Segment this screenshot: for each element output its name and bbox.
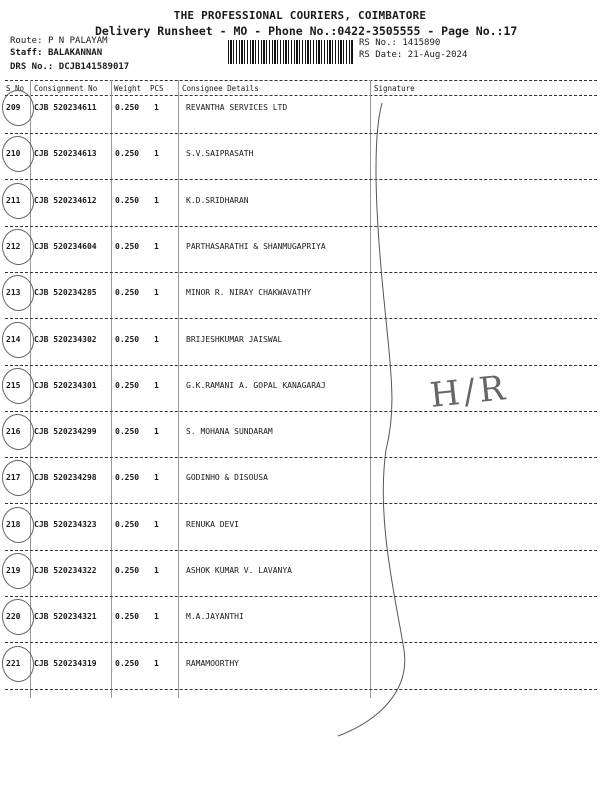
row-separator bbox=[5, 689, 597, 690]
row-consignment-no: CJB 520234298 bbox=[34, 473, 97, 482]
row-consignment-no: CJB 520234299 bbox=[34, 427, 97, 436]
barcode bbox=[228, 40, 353, 64]
row-separator bbox=[5, 365, 597, 366]
row-pcs: 1 bbox=[154, 381, 159, 390]
company-title: THE PROFESSIONAL COURIERS, COIMBATORE bbox=[173, 9, 427, 22]
row-separator bbox=[5, 596, 597, 597]
handwritten-note: H/R bbox=[428, 367, 511, 417]
row-consignment-no: CJB 520234604 bbox=[34, 242, 97, 251]
row-weight: 0.250 bbox=[115, 149, 140, 158]
row-separator bbox=[5, 318, 597, 319]
row-sno: 214 bbox=[6, 335, 21, 344]
header-bottom-rule bbox=[5, 95, 597, 96]
row-pcs: 1 bbox=[154, 520, 159, 529]
row-sno: 217 bbox=[6, 473, 21, 482]
row-pcs: 1 bbox=[154, 335, 159, 344]
row-consignment-no: CJB 520234319 bbox=[34, 659, 97, 668]
row-consignee: PARTHASARATHI & SHANMUGAPRIYA bbox=[186, 242, 326, 251]
row-sno: 218 bbox=[6, 520, 21, 529]
row-separator bbox=[5, 272, 597, 273]
row-consignment-no: CJB 520234322 bbox=[34, 566, 97, 575]
col-divider bbox=[111, 80, 112, 698]
row-consignee: S.V.SAIPRASATH bbox=[186, 149, 254, 158]
row-consignee: S. MOHANA SUNDARAM bbox=[186, 427, 273, 436]
row-consignee: G.K.RAMANI A. GOPAL KANAGARAJ bbox=[186, 381, 326, 390]
row-sno: 220 bbox=[6, 612, 21, 621]
rs-date-line bbox=[359, 50, 467, 60]
row-consignee: GODINHO & DISOUSA bbox=[186, 473, 268, 482]
rs-no-value: 1415890 bbox=[402, 38, 441, 48]
row-weight: 0.250 bbox=[115, 196, 140, 205]
row-pcs: 1 bbox=[154, 242, 159, 251]
rs-no-label: RS No.: bbox=[359, 38, 397, 48]
col-header-signature: Signature bbox=[374, 84, 415, 93]
row-consignment-no: CJB 520234611 bbox=[34, 103, 97, 112]
row-weight: 0.250 bbox=[115, 473, 140, 482]
row-separator bbox=[5, 503, 597, 504]
staff-label: Staff: bbox=[10, 48, 43, 58]
row-consignee: RENUKA DEVI bbox=[186, 520, 239, 529]
row-separator bbox=[5, 411, 597, 412]
rs-date-value: 21-Aug-2024 bbox=[407, 50, 468, 60]
row-weight: 0.250 bbox=[115, 612, 140, 621]
row-sno: 209 bbox=[6, 103, 21, 112]
row-weight: 0.250 bbox=[115, 335, 140, 344]
row-separator bbox=[5, 550, 597, 551]
rs-no-line bbox=[359, 38, 440, 48]
row-consignee: K.D.SRIDHARAN bbox=[186, 196, 249, 205]
row-weight: 0.250 bbox=[115, 659, 140, 668]
row-consignee: REVANTHA SERVICES LTD bbox=[186, 103, 288, 112]
col-header-sno: S No bbox=[6, 84, 25, 93]
row-consignment-no: CJB 520234302 bbox=[34, 335, 97, 344]
row-weight: 0.250 bbox=[115, 103, 140, 112]
row-weight: 0.250 bbox=[115, 288, 140, 297]
staff-value: BALAKANNAN bbox=[47, 48, 103, 58]
row-pcs: 1 bbox=[154, 612, 159, 621]
drs-label: DRS No.: bbox=[10, 62, 54, 72]
col-header-consignee: Consignee Details bbox=[182, 84, 259, 93]
row-pcs: 1 bbox=[154, 427, 159, 436]
col-header-weight: Weight bbox=[114, 84, 142, 93]
row-separator bbox=[5, 179, 597, 180]
route-label: Route: bbox=[10, 36, 43, 46]
row-pcs: 1 bbox=[154, 566, 159, 575]
row-weight: 0.250 bbox=[115, 242, 140, 251]
row-consignment-no: CJB 520234613 bbox=[34, 149, 97, 158]
row-weight: 0.250 bbox=[115, 566, 140, 575]
rs-date-label: RS Date: bbox=[359, 50, 403, 60]
col-divider bbox=[370, 80, 371, 698]
row-sno: 212 bbox=[6, 242, 21, 251]
route-value: P N PALAYAM bbox=[47, 36, 108, 46]
row-pcs: 1 bbox=[154, 473, 159, 482]
row-sno: 216 bbox=[6, 427, 21, 436]
row-pcs: 1 bbox=[154, 149, 159, 158]
row-consignee: M.A.JAYANTHI bbox=[186, 612, 244, 621]
row-consignee: RAMAMOORTHY bbox=[186, 659, 239, 668]
row-pcs: 1 bbox=[154, 659, 159, 668]
col-divider bbox=[178, 80, 179, 698]
row-consignment-no: CJB 520234301 bbox=[34, 381, 97, 390]
row-weight: 0.250 bbox=[115, 427, 140, 436]
row-pcs: 1 bbox=[154, 196, 159, 205]
row-consignee: BRIJESHKUMAR JAISWAL bbox=[186, 335, 283, 344]
drs-value: DCJB141589017 bbox=[58, 62, 130, 72]
col-header-consignment: Consignment No bbox=[34, 84, 98, 93]
row-separator bbox=[5, 133, 597, 134]
row-pcs: 1 bbox=[154, 288, 159, 297]
route-line bbox=[10, 36, 108, 46]
row-consignee: MINOR R. NIRAY CHAKWAVATHY bbox=[186, 288, 312, 297]
row-consignment-no: CJB 520234323 bbox=[34, 520, 97, 529]
row-weight: 0.250 bbox=[115, 520, 140, 529]
runsheet-title: Delivery Runsheet - MO - Phone No.:0422-3505555 - Page No.:17 bbox=[95, 24, 518, 38]
row-sno: 219 bbox=[6, 566, 21, 575]
row-sno: 221 bbox=[6, 659, 21, 668]
row-separator bbox=[5, 457, 597, 458]
row-sno: 213 bbox=[6, 288, 21, 297]
row-consignee: ASHOK KUMAR V. LAVANYA bbox=[186, 566, 292, 575]
row-weight: 0.250 bbox=[115, 381, 140, 390]
drs-line bbox=[10, 62, 129, 72]
staff-line bbox=[10, 48, 102, 58]
row-pcs: 1 bbox=[154, 103, 159, 112]
row-sno: 210 bbox=[6, 149, 21, 158]
header-top-rule bbox=[5, 80, 597, 81]
row-sno: 215 bbox=[6, 381, 21, 390]
col-header-pcs: PCS bbox=[150, 84, 164, 93]
row-separator bbox=[5, 226, 597, 227]
row-sno: 211 bbox=[6, 196, 21, 205]
row-consignment-no: CJB 520234321 bbox=[34, 612, 97, 621]
row-consignment-no: CJB 520234285 bbox=[34, 288, 97, 297]
row-separator bbox=[5, 642, 597, 643]
row-consignment-no: CJB 520234612 bbox=[34, 196, 97, 205]
